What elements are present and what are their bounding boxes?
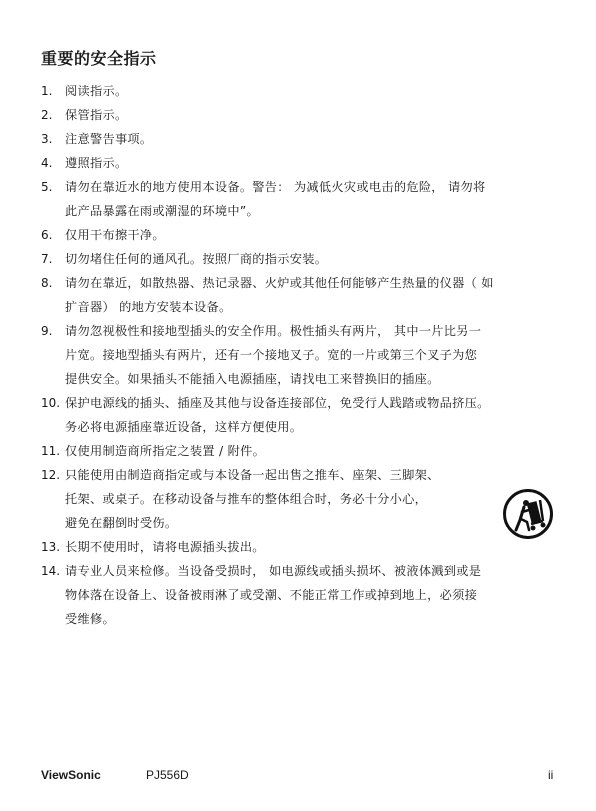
item-text [65, 391, 561, 439]
item-text-line: 保管指示。 [65, 108, 128, 122]
item-text-line: 仅使用制造商所指定之装置 / 附件。 [65, 444, 266, 458]
item-text-line: 提供安全。如果插头不能插入电源插座，请找电工来替换旧的插座。 [65, 372, 440, 386]
page-title: 重要的安全指示 [41, 49, 157, 68]
footer-page-number: ii [548, 768, 554, 782]
list-item [41, 127, 561, 151]
item-text-line: 受维修。 [65, 612, 115, 626]
item-text [65, 223, 561, 247]
footer-model: PJ556D [146, 768, 189, 782]
list-item [41, 559, 561, 631]
item-text [65, 319, 561, 391]
item-text-line: 此产品暴露在雨或潮湿的环境中”。 [65, 204, 259, 218]
list-item [41, 535, 561, 559]
cart-tip-over-warning-icon [502, 488, 554, 540]
item-text-line: 片宽。接地型插头有两片，还有一个接地叉子。宽的一片或第三个叉子为您 [65, 348, 478, 362]
item-text-line: 请勿在靠近，如散热器、热记录器、火炉或其他任何能够产生热量的仪器（ 如 [65, 276, 494, 290]
item-text-line: 务必将电源插座靠近设备，这样方便使用。 [65, 420, 303, 434]
item-text [65, 271, 561, 319]
item-text-line: 遵照指示。 [65, 156, 128, 170]
item-text-line: 请勿忽视极性和接地型插头的安全作用。极性插头有两片， 其中一片比另一 [65, 324, 482, 338]
item-number: 6. [41, 228, 53, 242]
item-text [65, 151, 561, 175]
item-number: 1. [41, 84, 53, 98]
item-text-line: 注意警告事项。 [65, 132, 153, 146]
item-text [65, 175, 561, 223]
list-item [41, 247, 561, 271]
item-text [65, 103, 561, 127]
list-item [41, 439, 561, 463]
list-item [41, 151, 561, 175]
list-item [41, 463, 561, 535]
item-text-line: 切勿堵住任何的通风孔。按照厂商的指示安装。 [65, 252, 328, 266]
list-item [41, 103, 561, 127]
item-text [65, 127, 561, 151]
item-number: 5. [41, 180, 53, 194]
item-text-line: 只能使用由制造商指定或与本设备一起出售之推车、座架、三脚架、 [65, 468, 440, 482]
item-number: 7. [41, 252, 53, 266]
item-text [65, 247, 561, 271]
item-number: 14. [41, 564, 61, 578]
list-item [41, 223, 561, 247]
item-number: 4. [41, 156, 53, 170]
item-text-line: 保护电源线的插头、插座及其他与设备连接部位，免受行人践踏或物品挤压。 [65, 396, 490, 410]
safety-instructions-list [41, 79, 561, 631]
item-text [65, 79, 561, 103]
footer-brand: ViewSonic [41, 768, 101, 782]
item-number: 12. [41, 468, 61, 482]
list-item [41, 391, 561, 439]
item-number: 10. [41, 396, 61, 410]
item-number: 13. [41, 540, 61, 554]
item-text-line: 托架、或桌子。在移动设备与推车的整体组合时，务必十分小心， [65, 492, 428, 506]
item-number: 3. [41, 132, 53, 146]
item-text-line: 扩音器） 的地方安装本设备。 [65, 300, 232, 314]
item-text-line: 阅读指示。 [65, 84, 128, 98]
item-text [65, 439, 561, 463]
item-text-line: 物体落在设备上、设备被雨淋了或受潮、不能正常工作或掉到地上，必须接 [65, 588, 478, 602]
item-text-line: 长期不使用时，请将电源插头拔出。 [65, 540, 265, 554]
item-number: 8. [41, 276, 53, 290]
item-text-line: 仅用干布擦干净。 [65, 228, 165, 242]
item-text [65, 463, 561, 535]
item-text [65, 535, 561, 559]
list-item [41, 79, 561, 103]
item-number: 9. [41, 324, 53, 338]
item-number: 2. [41, 108, 53, 122]
item-text-line: 避免在翻倒时受伤。 [65, 516, 178, 530]
item-text-line: 请勿在靠近水的地方使用本设备。警告： 为减低火灾或电击的危险， 请勿将 [65, 180, 486, 194]
item-text-line: 请专业人员来检修。当设备受损时， 如电源线或插头损坏、被液体溅到或是 [65, 564, 482, 578]
list-item [41, 319, 561, 391]
list-item [41, 271, 561, 319]
list-item [41, 175, 561, 223]
item-number: 11. [41, 444, 61, 458]
item-text [65, 559, 561, 631]
